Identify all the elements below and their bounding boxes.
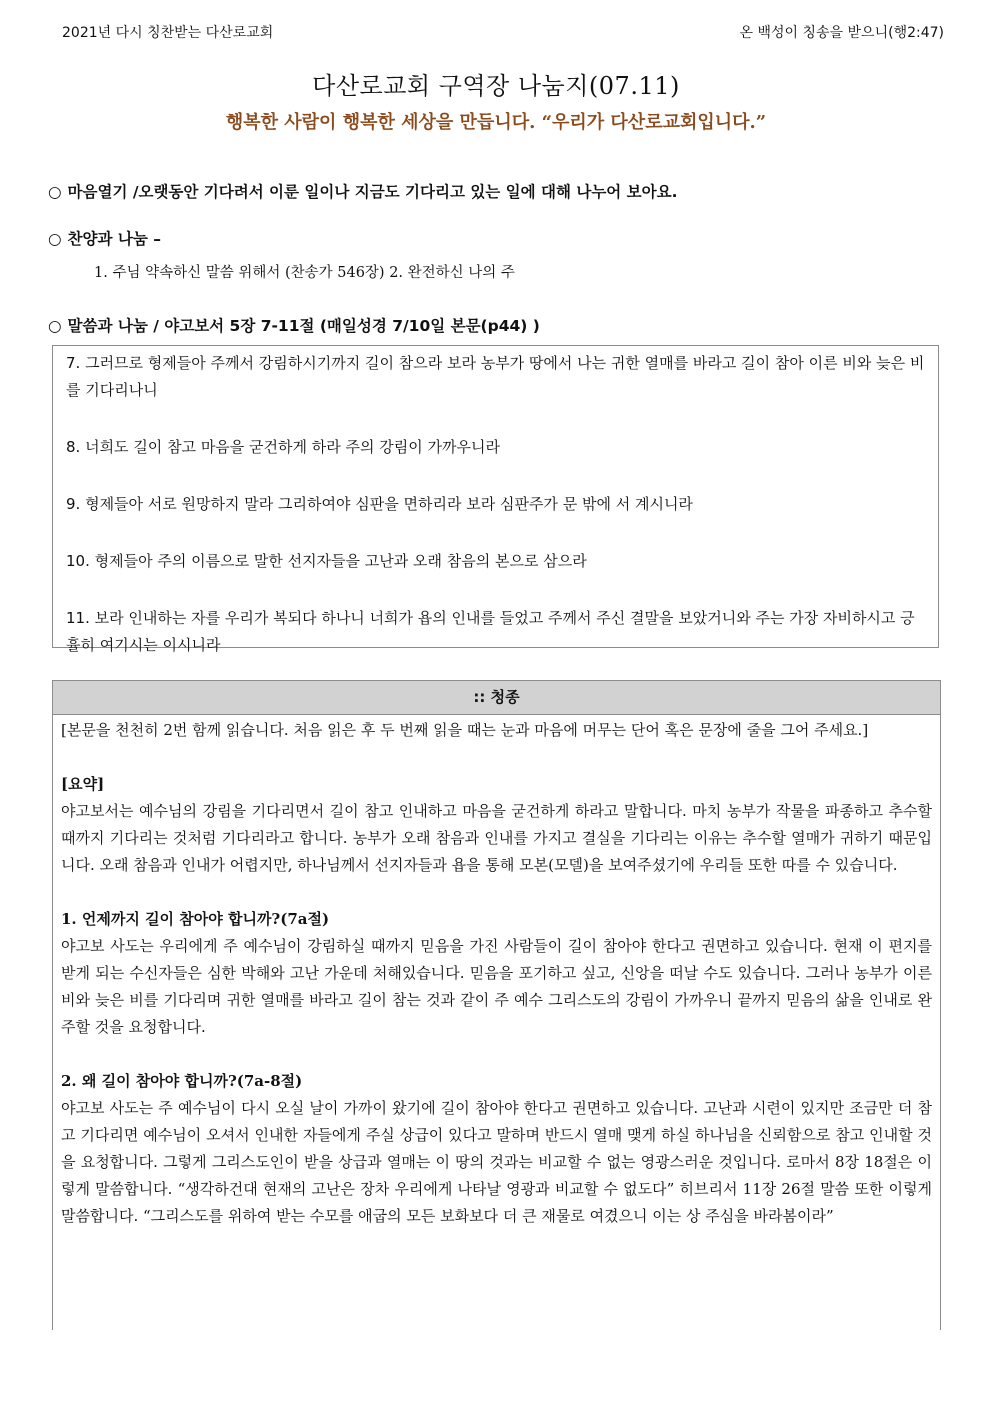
verse-11: 11. 보라 인내하는 자를 우리가 복되다 하나니 너희가 욥의 인내를 들었고 주께서 주신 결말을 보았거니와 주는 가장 자비하시고 긍휼히 여기시는 이시니라	[66, 609, 915, 654]
page-subtitle: 행복한 사람이 행복한 세상을 만듭니다. “우리가 다산로교회입니다.”	[225, 112, 767, 133]
page-title: 다산로교회 구역장 나눔지(07.11)	[312, 72, 680, 100]
listening-heading: :: 청종	[53, 681, 940, 715]
song-list: 1. 주님 약속하신 말씀 위해서 (찬송가 546장) 2. 완전하신 나의 주	[94, 265, 515, 281]
circle-bullet-icon: ○	[48, 183, 62, 201]
section-open-heart-text: 마음열기 /오랫동안 기다려서 이룬 일이나 지금도 기다리고 있는 일에 대해 나누어 보아요.	[67, 183, 678, 201]
section-word-text: 말씀과 나눔 / 야고보서 5장 7-11절 (매일성경 7/10일 본문(p44) )	[67, 317, 540, 335]
header-right-text: 온 백성이 칭송을 받으니(행2:47)	[739, 25, 944, 41]
summary-text: 야고보서는 예수님의 강림을 기다리면서 길이 참고 인내하고 마음을 굳건하게 하라고 말합니다. 마치 농부가 작물을 파종하고 추수할 때까지 기다리는 것처럼 기다리라고 합니다. 농부가 오래 참음과 인내를 가지고 결실을 기다리는 이유는 추수할 열매가 귀하기 때문입니다. 오래 참음과 인내가 어렵지만, 하나님께서 선지자들과 욥을 통해 모본(모델)을 보여주셨기에 우리들 또한 따를 수 있습니다.	[61, 802, 932, 874]
section-open-heart	[48, 180, 677, 202]
verse-9: 9. 형제들아 서로 원망하지 말라 그리하여야 심판을 면하리라 보라 심판주가 문 밖에 서 계시니라	[66, 495, 693, 513]
listening-box	[52, 680, 941, 1330]
question-2-title: 2. 왜 길이 참아야 합니까?(7a-8절)	[61, 1072, 303, 1090]
verse-10: 10. 형제들아 주의 이름으로 말한 선지자들을 고난과 오래 참음의 본으로 삼으라	[66, 552, 587, 570]
scripture-box	[52, 345, 939, 654]
section-praise-text: 찬양과 나눔 –	[67, 230, 161, 248]
verse-7: 7. 그러므로 형제들아 주께서 강림하시기까지 길이 참으라 보라 농부가 땅에서 나는 귀한 열매를 바라고 길이 참아 이른 비와 늦은 비를 기다리나니	[66, 354, 925, 399]
section-word	[48, 314, 540, 336]
header-left-text: 2021년 다시 칭찬받는 다산로교회	[62, 25, 274, 41]
section-praise	[48, 227, 161, 249]
summary-label: [요약]	[61, 775, 105, 793]
verse-8: 8. 너희도 길이 참고 마음을 굳건하게 하라 주의 강림이 가까우니라	[66, 438, 500, 456]
question-1-body: 야고보 사도는 우리에게 주 예수님이 강림하실 때까지 믿음을 가진 사람들이 길이 참아야 한다고 권면하고 있습니다. 현재 이 편지를 받게 되는 수신자들은 심한 박해와 고난 가운데 처해있습니다. 믿음을 포기하고 싶고, 신앙을 떠날 수도 있습니다. 그러나 농부가 이른 비와 늦은 비를 기다리며 귀한 열매를 바라고 길이 참는 것과 같이 주 예수 그리스도의 강림이 가까우니 끝까지 믿음의 삶을 인내로 완주할 것을 요청합니다.	[61, 937, 932, 1036]
question-1-title: 1. 언제까지 길이 참아야 합니까?(7a절)	[61, 910, 330, 928]
question-2-body: 야고보 사도는 주 예수님이 다시 오실 날이 가까이 왔기에 길이 참아야 한다고 권면하고 있습니다. 고난과 시련이 있지만 조금만 더 참고 기다리면 예수님이 오셔서 인내한 자들에게 주실 상급이 있다고 말하며 반드시 열매 맺게 하실 하나님을 신뢰함으로 참고 인내할 것을 요청합니다. 그렇게 그리스도인이 받을 상급과 열매는 이 땅의 것과는 비교할 수 없는 영광스러운 것입니다. 로마서 8장 18절은 이렇게 말씀합니다. “생각하건대 현재의 고난은 장차 우리에게 나타날 영광과 비교할 수 없도다” 히브리서 11장 26절 말씀 또한 이렇게 말씀합니다. “그리스도를 위하여 받는 수모를 애굽의 모든 보화보다 더 큰 재물로 여겼으니 이는 상 주심을 바라봄이라”	[61, 1099, 932, 1225]
reading-instruction: [본문을 천천히 2번 함께 읽습니다. 처음 읽은 후 두 번째 읽을 때는 눈과 마음에 머무는 단어 혹은 문장에 줄을 그어 주세요.]	[61, 721, 869, 739]
circle-bullet-icon: ○	[48, 230, 62, 248]
listening-body	[53, 715, 940, 1230]
circle-bullet-icon: ○	[48, 317, 62, 335]
